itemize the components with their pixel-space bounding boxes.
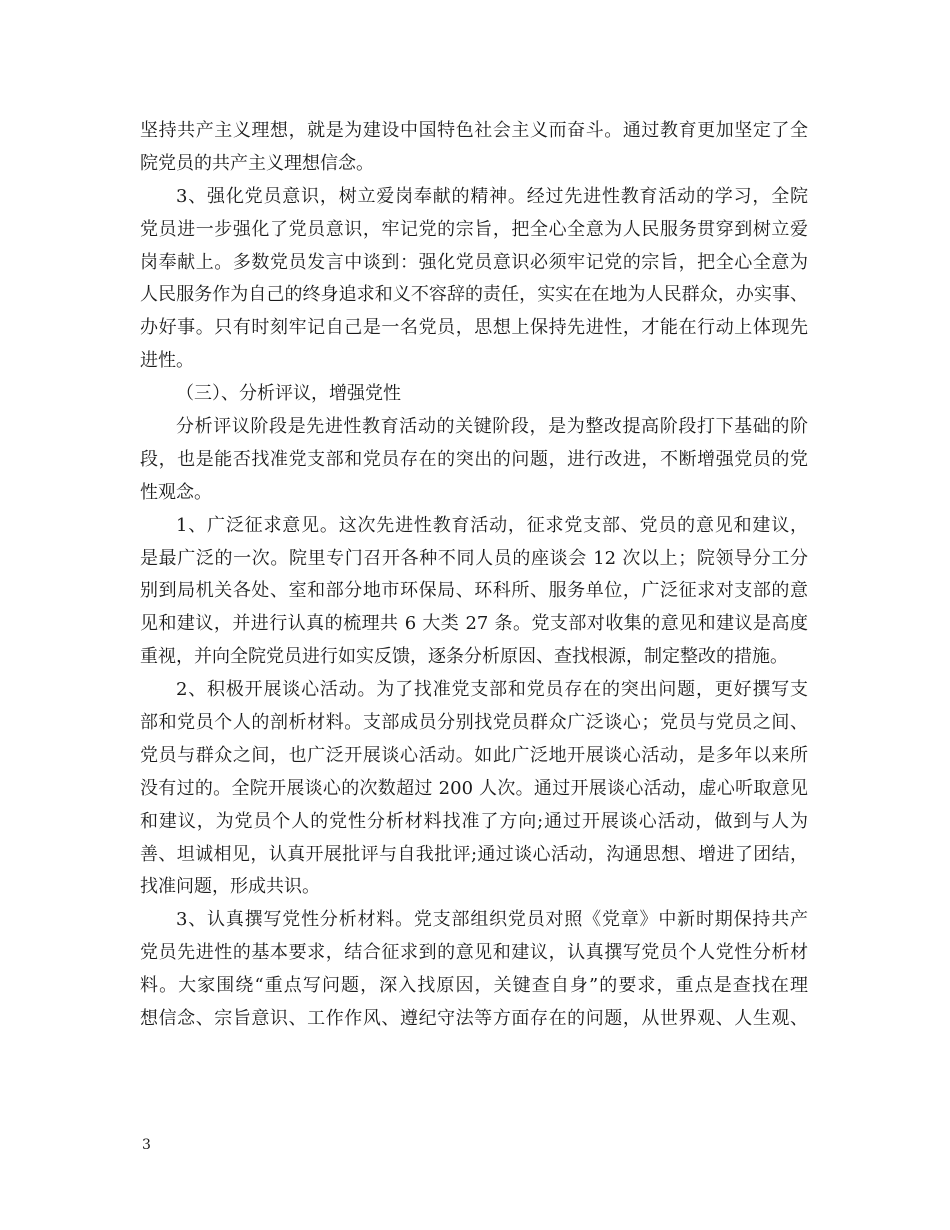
- text-line: 党员进一步强化了党员意识，牢记党的宗旨，把全心全意为人民服务贯穿到树立爱: [140, 218, 808, 240]
- text-line: 2、积极开展谈心活动。为了找准党支部和党员存在的突出问题，更好撰写支: [176, 679, 808, 701]
- text-line: 3、强化党员意识，树立爱岗奉献的精神。经过先进性教育活动的学习，全院: [176, 185, 808, 207]
- text-line: 党员先进性的基本要求，结合征求到的意见和建议，认真撰写党员个人党性分析材: [140, 942, 808, 964]
- body-text: [140, 115, 808, 1036]
- text-line: 3、认真撰写党性分析材料。党支部组织党员对照《党章》中新时期保持共产: [176, 909, 808, 931]
- section-heading: （三）、分析评议，增强党性: [176, 383, 401, 405]
- text-line: 部和党员个人的剖析材料。支部成员分别找党员群众广泛谈心；党员与党员之间、: [140, 712, 808, 734]
- text-line: 重视，并向全院党员进行如实反馈，逐条分析原因、查找根源，制定整改的措施。: [140, 646, 788, 668]
- text-line: 岗奉献上。多数党员发言中谈到：强化党员意识必须牢记党的宗旨，把全心全意为: [140, 251, 808, 273]
- text-line: 想信念、宗旨意识、工作作风、遵纪守法等方面存在的问题，从世界观、人生观、: [140, 1008, 808, 1030]
- text-line: 是最广泛的一次。院里专门召开各种不同人员的座谈会 12 次以上；院领导分工分: [140, 547, 808, 569]
- text-line: 进性。: [140, 350, 194, 372]
- text-line: 料。大家围绕“重点写问题，深入找原因，关键查自身”的要求，重点是查找在理: [140, 975, 808, 997]
- text-line: 段，也是能否找准党支部和党员存在的突出的问题，进行改进，不断增强党员的党: [140, 448, 808, 470]
- text-line: 办好事。只有时刻牢记自己是一名党员，思想上保持先进性，才能在行动上体现先: [140, 317, 808, 339]
- text-line: 院党员的共产主义理想信念。: [140, 152, 374, 174]
- text-line: 人民服务作为自己的终身追求和义不容辞的责任，实实在在地为人民群众，办实事、: [140, 284, 808, 306]
- text-line: 性观念。: [140, 481, 212, 503]
- text-line: 党员与群众之间，也广泛开展谈心活动。如此广泛地开展谈心活动，是多年以来所: [140, 744, 808, 766]
- page-number: 3: [142, 1137, 151, 1153]
- text-line: 找准问题，形成共识。: [140, 876, 320, 898]
- text-line: 和建议，为党员个人的党性分析材料找准了方向;通过开展谈心活动，做到与人为: [140, 810, 808, 832]
- text-line: 坚持共产主义理想，就是为建设中国特色社会主义而奋斗。通过教育更加坚定了全: [140, 120, 808, 141]
- text-line: 分析评议阶段是先进性教育活动的关键阶段，是为整改提高阶段打下基础的阶: [176, 416, 808, 438]
- text-line: 见和建议，并进行认真的梳理共 6 大类 27 条。党支部对收集的意见和建议是高度: [140, 613, 808, 635]
- text-line: 1、广泛征求意见。这次先进性教育活动，征求党支部、党员的意见和建议，: [176, 514, 808, 536]
- text-line: 没有过的。全院开展谈心的次数超过 200 人次。通过开展谈心活动，虚心听取意见: [140, 777, 808, 799]
- text-line: 善、坦诚相见，认真开展批评与自我批评;通过谈心活动，沟通思想、增进了团结，: [140, 843, 808, 865]
- text-line: 别到局机关各处、室和部分地市环保局、环科所、服务单位，广泛征求对支部的意: [140, 580, 808, 602]
